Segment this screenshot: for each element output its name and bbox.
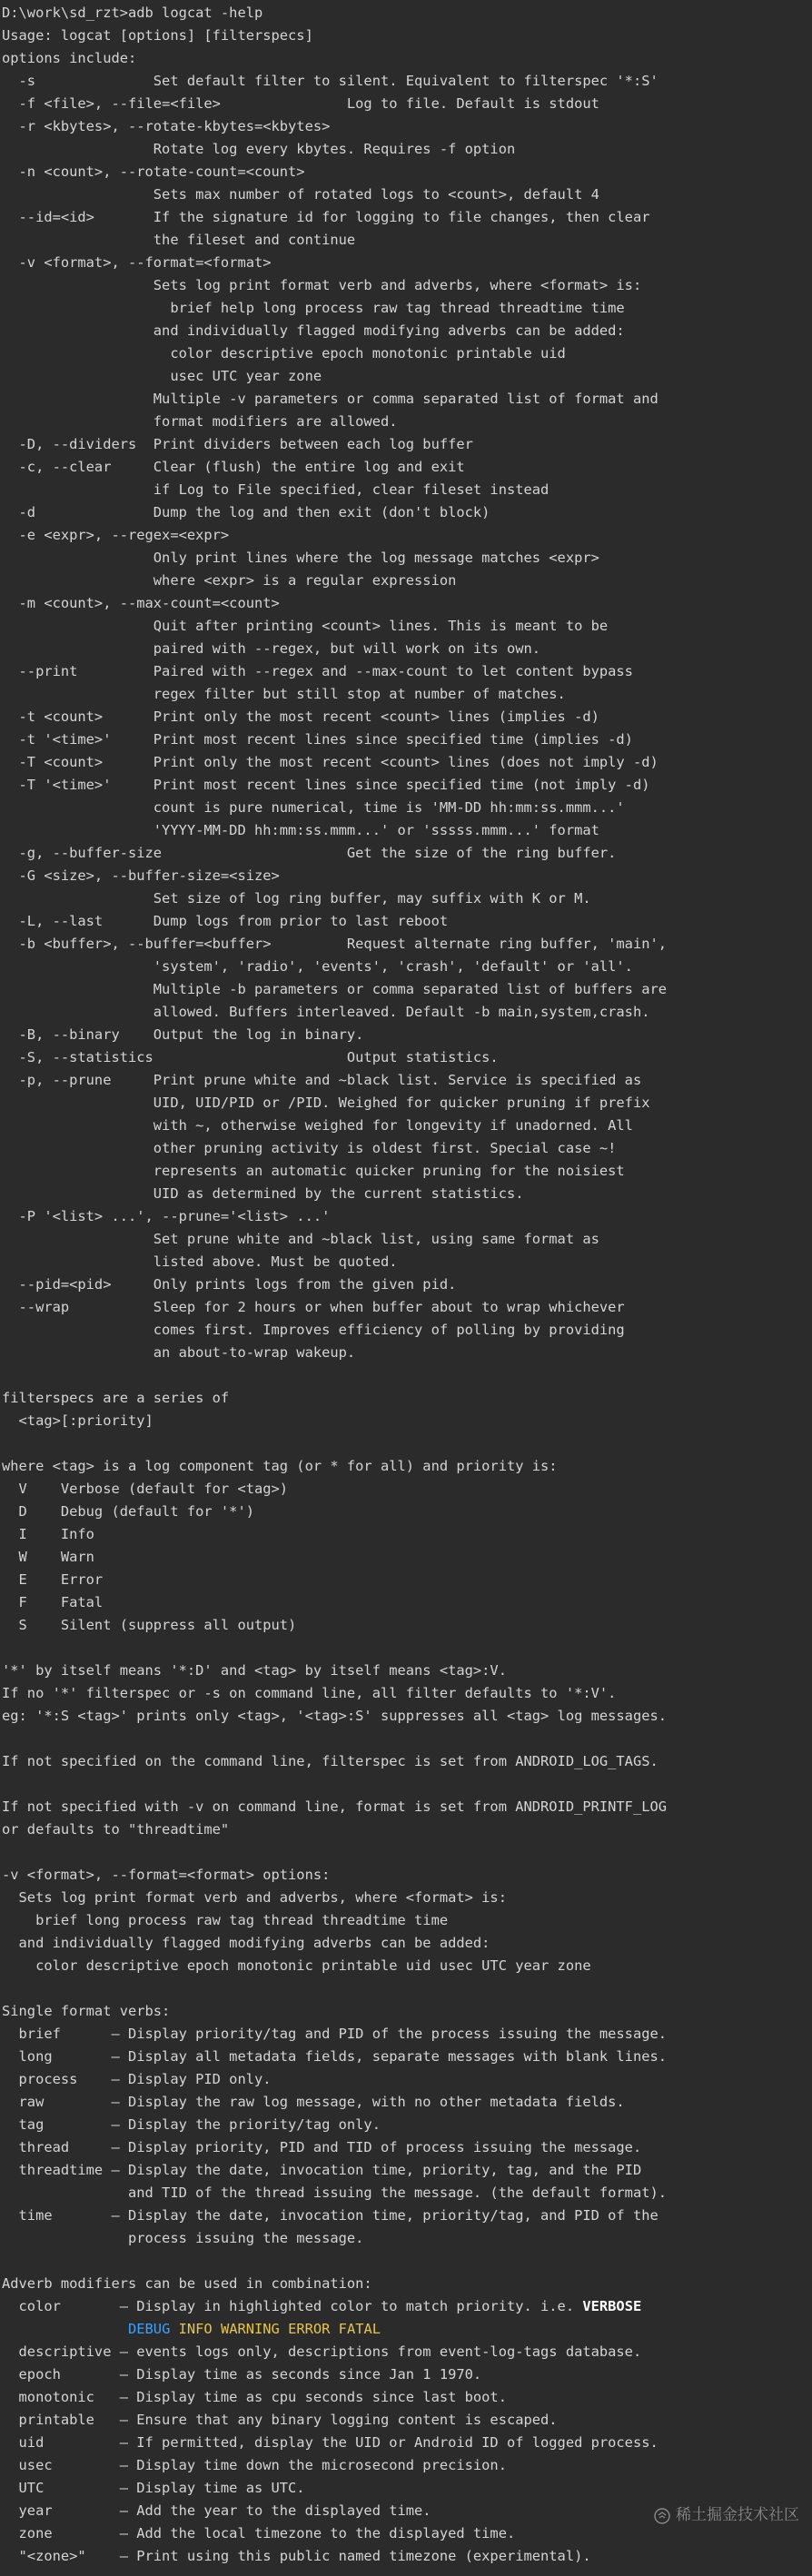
- terminal-line: Multiple -b parameters or comma separated list of buffers are: [2, 981, 668, 997]
- terminal-line: --id=<id> If the signature id for logging to file changes, then clear: [2, 209, 650, 225]
- terminal-line: [2, 1841, 812, 1864]
- terminal-line: -S, --statistics Output statistics.: [2, 1049, 499, 1065]
- terminal-line: count is pure numerical, time is 'MM-DD hh:mm:ss.mmm...': [2, 799, 625, 816]
- terminal-line: regex filter but still stop at number of matches.: [2, 686, 566, 702]
- terminal-line: comes first. Improves efficiency of polling by providing: [2, 1322, 625, 1338]
- terminal-line: format modifiers are allowed.: [2, 413, 398, 430]
- terminal-line: listed above. Must be quoted.: [2, 1253, 398, 1270]
- debug-highlight: DEBUG: [128, 2321, 179, 2337]
- terminal-line: paired with --regex, but will work on its own.: [2, 640, 541, 657]
- terminal-line: epoch — Display time as seconds since Jan 1 1970.: [2, 2366, 482, 2383]
- terminal-line: if Log to File specified, clear fileset instead: [2, 481, 550, 498]
- terminal-line: --wrap Sleep for 2 hours or when buffer about to wrap whichever: [2, 1299, 625, 1315]
- terminal-line: Quit after printing <count> lines. This is meant to be: [2, 618, 609, 634]
- terminal-line: -v <format>, --format=<format>: [2, 254, 272, 271]
- terminal-line: -r <kbytes>, --rotate-kbytes=<kbytes>: [2, 118, 331, 134]
- terminal-line: descriptive — events logs only, descriptions from event-log-tags database.: [2, 2343, 642, 2360]
- terminal-line: brief — Display priority/tag and PID of the process issuing the message.: [2, 2026, 668, 2042]
- terminal-line: time — Display the date, invocation time, priority/tag, and PID of the: [2, 2207, 659, 2224]
- terminal-line: -m <count>, --max-count=<count>: [2, 595, 280, 611]
- terminal-line: UID, UID/PID or /PID. Weighed for quicker pruning if prefix: [2, 1095, 650, 1111]
- terminal-line: raw — Display the raw log message, with no other metadata fields.: [2, 2094, 625, 2110]
- terminal-line: Adverb modifiers can be used in combination:: [2, 2275, 372, 2292]
- terminal-line: Set size of log ring buffer, may suffix with K or M.: [2, 890, 591, 907]
- terminal-line: E Error: [2, 1571, 104, 1588]
- terminal-line: -e <expr>, --regex=<expr>: [2, 527, 230, 543]
- terminal-line: Sets log print format verb and adverbs, where <format> is:: [2, 277, 642, 293]
- terminal-line: Rotate log every kbytes. Requires -f option: [2, 141, 516, 157]
- terminal-line: Sets max number of rotated logs to <count>, default 4: [2, 186, 599, 203]
- terminal-line: threadtime — Display the date, invocation time, priority, tag, and the PID: [2, 2162, 642, 2178]
- info-highlight: INFO: [178, 2321, 221, 2337]
- terminal-line: --print Paired with --regex and --max-count to let content bypass: [2, 663, 633, 679]
- terminal-line: and TID of the thread issuing the message. (the default format).: [2, 2185, 668, 2201]
- terminal-line: "<zone>" — Print using this public named timezone (experimental).: [2, 2548, 591, 2564]
- terminal-line: an about-to-wrap wakeup.: [2, 1344, 356, 1361]
- terminal-line: brief help long process raw tag thread threadtime time: [2, 300, 625, 316]
- terminal-line: '*' by itself means '*:D' and <tag> by itself means <tag>:V.: [2, 1662, 507, 1679]
- terminal-line: allowed. Buffers interleaved. Default -b main,system,crash.: [2, 1004, 650, 1020]
- terminal-line: If not specified on the command line, filterspec is set from ANDROID_LOG_TAGS.: [2, 1753, 659, 1769]
- terminal-line: represents an automatic quicker pruning for the noisiest: [2, 1163, 625, 1179]
- terminal-line: Only print lines where the log message matches <expr>: [2, 550, 599, 566]
- terminal-line: V Verbose (default for <tag>): [2, 1481, 289, 1497]
- terminal-line: Sets log print format verb and adverbs, where <format> is:: [2, 1889, 507, 1906]
- terminal-line: [2, 2250, 812, 2273]
- terminal-line: process issuing the message.: [2, 2230, 364, 2246]
- terminal-line: -v <format>, --format=<format> options:: [2, 1867, 331, 1883]
- terminal-line: long — Display all metadata fields, separate messages with blank lines.: [2, 2048, 668, 2065]
- terminal-line: If not specified with -v on command line, format is set from ANDROID_PRINTF_LOG: [2, 1798, 668, 1815]
- terminal-line: [2, 1977, 812, 2000]
- terminal-line: and individually flagged modifying adverbs can be added:: [2, 1935, 490, 1951]
- terminal-line: 'system', 'radio', 'events', 'crash', 'default' or 'all'.: [2, 958, 633, 975]
- terminal-line: -p, --prune Print prune white and ~black list. Service is specified as: [2, 1072, 642, 1088]
- terminal-line: -G <size>, --buffer-size=<size>: [2, 867, 280, 884]
- terminal-line: monotonic — Display time as cpu seconds since last boot.: [2, 2389, 507, 2405]
- terminal-line: UID as determined by the current statistics.: [2, 1185, 524, 1202]
- terminal-line: D Debug (default for '*'): [2, 1503, 254, 1520]
- terminal-line: usec — Display time down the microsecond precision.: [2, 2457, 507, 2473]
- terminal-line: Usage: logcat [options] [filterspecs]: [2, 27, 313, 44]
- terminal-line: year — Add the year to the displayed time.: [2, 2502, 431, 2519]
- terminal-line: options include:: [2, 50, 137, 66]
- terminal-line: [2, 1432, 812, 1455]
- terminal-line: uid — If permitted, display the UID or Android ID of logged process.: [2, 2434, 659, 2451]
- terminal-line: -P '<list> ...', --prune='<list> ...': [2, 1208, 331, 1224]
- juejin-logo-icon: [654, 2508, 670, 2524]
- terminal-line: eg: '*:S <tag>' prints only <tag>, '<tag>:S' suppresses all <tag> log messages.: [2, 1708, 668, 1724]
- terminal-line: and individually flagged modifying adverbs can be added:: [2, 322, 625, 339]
- terminal-line: or defaults to "threadtime": [2, 1821, 230, 1838]
- terminal-line: I Info: [2, 1526, 94, 1542]
- terminal-line: D:\work\sd_rzt>adb logcat -help: [2, 5, 263, 21]
- terminal-line: with ~, otherwise weighed for longevity if unadorned. All: [2, 1117, 633, 1134]
- terminal-line: W Warn: [2, 1549, 94, 1565]
- indent: [2, 2321, 128, 2337]
- verbose-highlight: VERBOSE: [582, 2298, 642, 2314]
- terminal-line: thread — Display priority, PID and TID of process issuing the message.: [2, 2139, 642, 2155]
- watermark-text: 稀土掘金技术社区: [676, 2506, 799, 2524]
- terminal-line: color descriptive epoch monotonic printable uid: [2, 345, 566, 362]
- terminal-line: printable — Ensure that any binary logging content is escaped.: [2, 2412, 558, 2428]
- terminal-line: usec UTC year zone: [2, 368, 322, 384]
- terminal-line: -n <count>, --rotate-count=<count>: [2, 163, 305, 180]
- terminal-line: -D, --dividers Print dividers between each log buffer: [2, 436, 473, 452]
- terminal-line: Set prune white and ~black list, using same format as: [2, 1231, 599, 1247]
- terminal-line: -c, --clear Clear (flush) the entire log and exit: [2, 459, 465, 475]
- terminal-line: color descriptive epoch monotonic printable uid usec UTC year zone: [2, 1957, 591, 1974]
- terminal-line: [2, 1728, 812, 1750]
- terminal-line: UTC — Display time as UTC.: [2, 2480, 305, 2496]
- terminal-line: tag — Display the priority/tag only.: [2, 2116, 381, 2133]
- terminal-line: [2, 2318, 812, 2341]
- terminal-line: -t '<time>' Print most recent lines since specified time (implies -d): [2, 731, 633, 748]
- terminal-line: where <tag> is a log component tag (or * for all) and priority is:: [2, 1458, 558, 1474]
- terminal-line: [2, 1637, 812, 1660]
- watermark: [654, 2504, 799, 2527]
- other-priorities: WARNING ERROR FATAL: [220, 2321, 381, 2337]
- terminal-line: S Silent (suppress all output): [2, 1617, 297, 1633]
- terminal-line: Multiple -v parameters or comma separated list of format and: [2, 391, 659, 407]
- terminal-line: other pruning activity is oldest first. Special case ~!: [2, 1140, 617, 1156]
- terminal-line: -f <file>, --file=<file> Log to file. Default is stdout: [2, 95, 599, 112]
- terminal-line: [2, 1773, 812, 1796]
- terminal-line: -s Set default filter to silent. Equivalent to filterspec '*:S': [2, 73, 659, 89]
- terminal-line: F Fatal: [2, 1594, 104, 1610]
- terminal-line: zone — Add the local timezone to the displayed time.: [2, 2525, 516, 2541]
- terminal-line: the fileset and continue: [2, 232, 356, 248]
- terminal-line: process — Display PID only.: [2, 2071, 272, 2087]
- terminal-line: filterspecs are a series of: [2, 1390, 230, 1406]
- terminal-line: 'YYYY-MM-DD hh:mm:ss.mmm...' or 'sssss.mmm...' format: [2, 822, 599, 838]
- terminal-line: -B, --binary Output the log in binary.: [2, 1026, 364, 1043]
- terminal-line: <tag>[:priority]: [2, 1412, 153, 1429]
- terminal-line: -d Dump the log and then exit (don't block): [2, 504, 490, 520]
- terminal-line: [2, 2295, 812, 2318]
- terminal-line: If no '*' filterspec or -s on command line, all filter defaults to '*:V'.: [2, 1685, 617, 1701]
- terminal-line: -L, --last Dump logs from prior to last reboot: [2, 913, 449, 929]
- terminal-line: where <expr> is a regular expression: [2, 572, 457, 589]
- terminal-line: Single format verbs:: [2, 2003, 171, 2019]
- terminal-line: --pid=<pid> Only prints logs from the given pid.: [2, 1276, 457, 1293]
- terminal-line: -b <buffer>, --buffer=<buffer> Request alternate ring buffer, 'main',: [2, 936, 668, 952]
- terminal-line: -t <count> Print only the most recent <count> lines (implies -d): [2, 708, 599, 725]
- terminal-line: -T '<time>' Print most recent lines since specified time (not imply -d): [2, 777, 650, 793]
- terminal-line: -g, --buffer-size Get the size of the ring buffer.: [2, 845, 617, 861]
- terminal-line: brief long process raw tag thread threadtime time: [2, 1912, 449, 1928]
- terminal-line: [2, 1364, 812, 1387]
- terminal-line: -T <count> Print only the most recent <count> lines (does not imply -d): [2, 754, 659, 770]
- line-text: color — Display in highlighted color to match priority. i.e.: [2, 2298, 583, 2314]
